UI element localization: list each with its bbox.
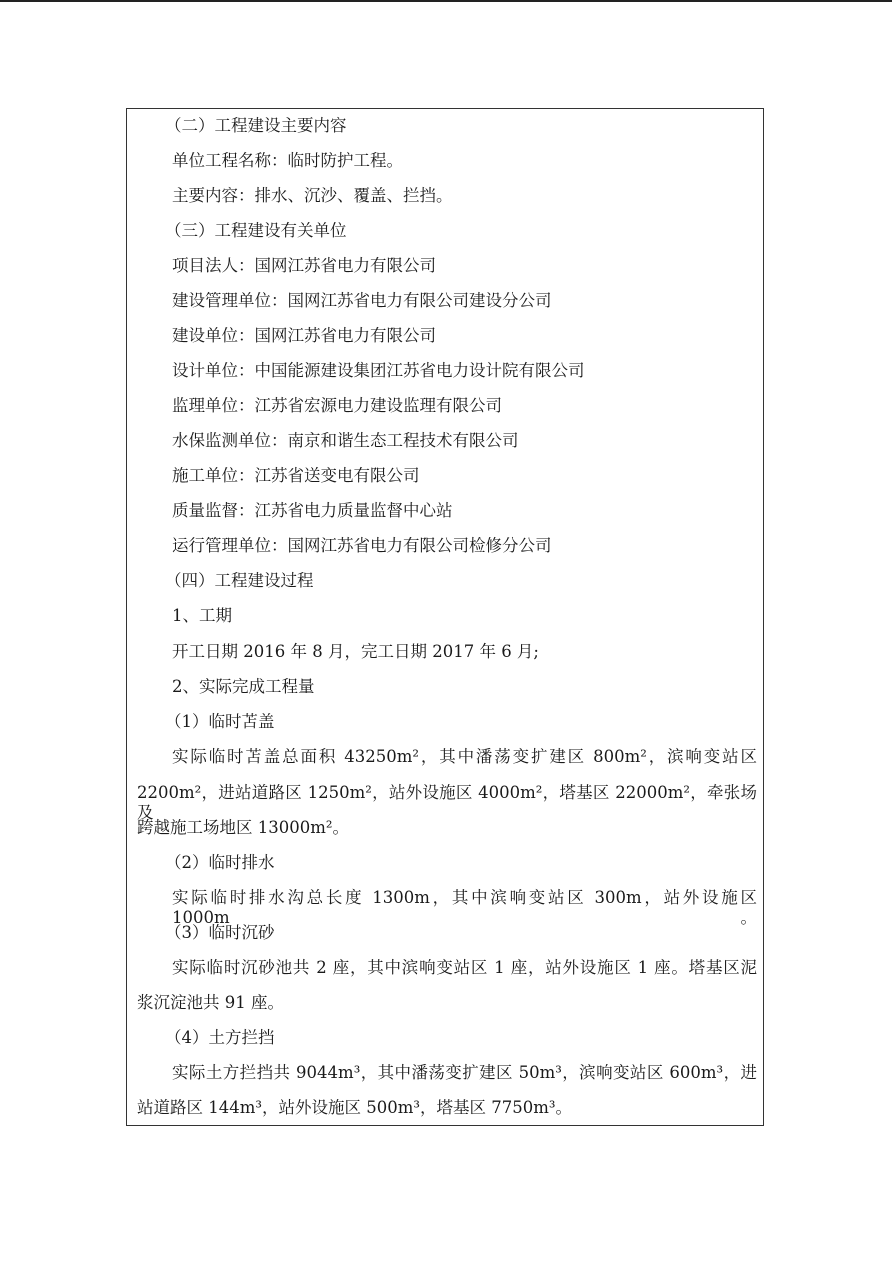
subsection-heading: 2、实际完成工程量 bbox=[172, 677, 315, 696]
item-heading: （2）临时排水 bbox=[165, 853, 275, 872]
paragraph-line: 水保监测单位：南京和谐生态工程技术有限公司 bbox=[172, 431, 519, 450]
paragraph-line: 单位工程名称：临时防护工程。 bbox=[172, 151, 403, 170]
section-heading: （四）工程建设过程 bbox=[165, 571, 314, 590]
paragraph-line: 施工单位：江苏省送变电有限公司 bbox=[172, 466, 420, 485]
top-border-rule bbox=[0, 0, 892, 2]
paragraph-line: 建设管理单位：国网江苏省电力有限公司建设分公司 bbox=[172, 291, 552, 310]
subsection-heading: 1、工期 bbox=[172, 606, 232, 625]
item-heading: （4）土方拦挡 bbox=[165, 1028, 275, 1047]
section-heading: （三）工程建设有关单位 bbox=[165, 221, 347, 240]
item-heading: （1）临时苫盖 bbox=[165, 712, 275, 731]
paragraph-line: 实际土方拦挡共 9044m³，其中潘荡变扩建区 50m³，滨响变站区 600m³，进 bbox=[172, 1063, 757, 1082]
paragraph-line: 站道路区 144m³，站外设施区 500m³，塔基区 7750m³。 bbox=[137, 1098, 572, 1117]
paragraph-line: 设计单位：中国能源建设集团江苏省电力设计院有限公司 bbox=[172, 361, 585, 380]
paragraph-line: 浆沉淀池共 91 座。 bbox=[137, 993, 284, 1012]
paragraph-line: 质量监督：江苏省电力质量监督中心站 bbox=[172, 501, 453, 520]
paragraph-line: 监理单位：江苏省宏源电力建设监理有限公司 bbox=[172, 396, 502, 415]
paragraph-line: 实际临时排水沟总长度 1300m，其中滨响变站区 300m，站外设施区 1000m。 bbox=[172, 888, 757, 927]
paragraph-line: 开工日期 2016 年 8 月，完工日期 2017 年 6 月; bbox=[172, 642, 539, 661]
paragraph-line: 主要内容：排水、沉沙、覆盖、拦挡。 bbox=[172, 186, 453, 205]
item-heading: （3）临时沉砂 bbox=[165, 923, 275, 942]
section-heading: （二）工程建设主要内容 bbox=[165, 116, 347, 135]
paragraph-line: 跨越施工场地区 13000m²。 bbox=[137, 818, 349, 837]
paragraph-line: 2200m²，进站道路区 1250m²，站外设施区 4000m²，塔基区 22000m²，牵张场及 bbox=[137, 783, 757, 822]
paragraph-line: 实际临时苫盖总面积 43250m²，其中潘荡变扩建区 800m²，滨响变站区 bbox=[172, 747, 757, 766]
paragraph-line: 项目法人：国网江苏省电力有限公司 bbox=[172, 256, 436, 275]
paragraph-line: 建设单位：国网江苏省电力有限公司 bbox=[172, 326, 436, 345]
paragraph-line: 运行管理单位：国网江苏省电力有限公司检修分公司 bbox=[172, 536, 552, 555]
paragraph-line: 实际临时沉砂池共 2 座，其中滨响变站区 1 座，站外设施区 1 座。塔基区泥 bbox=[172, 958, 757, 977]
